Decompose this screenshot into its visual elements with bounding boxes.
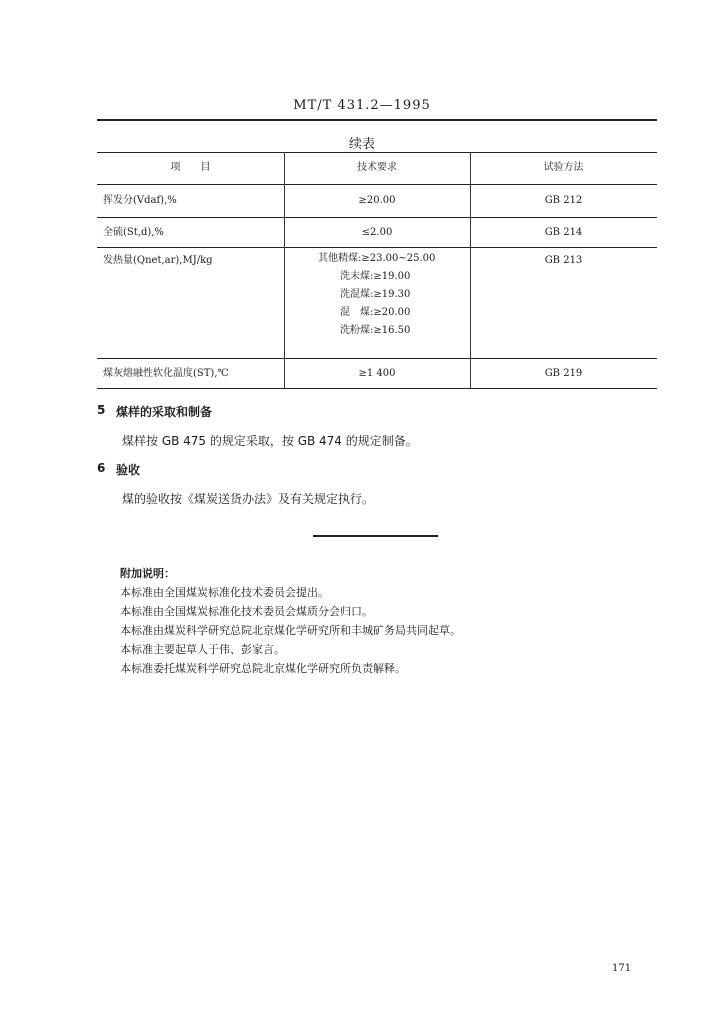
section-title: 煤样的采取和制备 [116,405,213,419]
table-col-divider-1 [284,152,285,388]
note-line: 本标准委托煤炭科学研究总院北京煤化学研究所负责解释。 [120,662,406,675]
table-col-divider-2 [470,152,471,388]
table-continuation-title: 续表 [348,137,375,152]
table-rule-row1 [97,217,657,218]
table-cell-requirement: ≥1 400 [358,368,396,379]
end-of-text-rule [313,535,438,537]
requirement-line: 洗末煤:≥19.00 [340,271,411,282]
table-rule-top [97,152,657,153]
table-cell-method: GB 213 [544,255,583,266]
table-cell-requirement-list [318,250,435,340]
notes-title: 附加说明： [120,567,175,580]
requirement-line: 其他精煤:≥23.00~25.00 [318,253,436,264]
table-rule-row2 [97,247,657,248]
table-cell-item: 发热量(Qnet,ar),MJ/kg [103,255,213,266]
section-title: 验收 [116,463,141,477]
table-cell-requirement: ≥20.00 [358,195,396,206]
requirement-line: 混 煤:≥20.00 [340,307,411,318]
table-cell-item: 挥发分(Vdaf),% [103,195,177,206]
table-cell-item: 全硫(St,d),% [103,227,164,238]
table-cell-requirement: ≤2.00 [361,227,393,238]
table-cell-method: GB 214 [544,227,583,238]
table-cell-method: GB 212 [544,195,583,206]
spec-table [0,0,724,400]
table-rule-row3 [97,358,657,359]
note-line: 本标准由全国煤炭标准化技术委员会提出。 [120,586,329,599]
table-cell-method: GB 219 [544,368,583,379]
note-line: 本标准由全国煤炭标准化技术委员会煤质分会归口。 [120,605,373,618]
column-header-item: 项 目 [170,162,211,173]
requirement-line: 洗粉煤:≥16.50 [340,325,411,336]
table-rule-bottom [97,388,657,389]
table-rule-header [97,184,657,185]
section-number: 5 [97,403,106,417]
table-cell-item: 煤灰熔融性软化温度(ST),℃ [103,368,229,379]
requirement-line: 洗混煤:≥19.30 [340,289,411,300]
column-header-method: 试验方法 [543,162,584,173]
note-line: 本标准主要起草人于伟、彭家言。 [120,643,285,656]
additional-notes [120,564,461,678]
section-body: 煤样按 GB 475 的规定采取，按 GB 474 的规定制备。 [122,434,418,448]
column-header-requirement: 技术要求 [357,162,397,173]
page-number: 171 [612,963,632,974]
section-body: 煤的验收按《煤炭送货办法》及有关规定执行。 [122,492,375,506]
note-line: 本标准由煤炭科学研究总院北京煤化学研究所和丰城矿务局共同起草。 [120,624,461,637]
standard-number: MT/T 431.2—1995 [293,98,431,113]
section-number: 6 [97,461,106,475]
